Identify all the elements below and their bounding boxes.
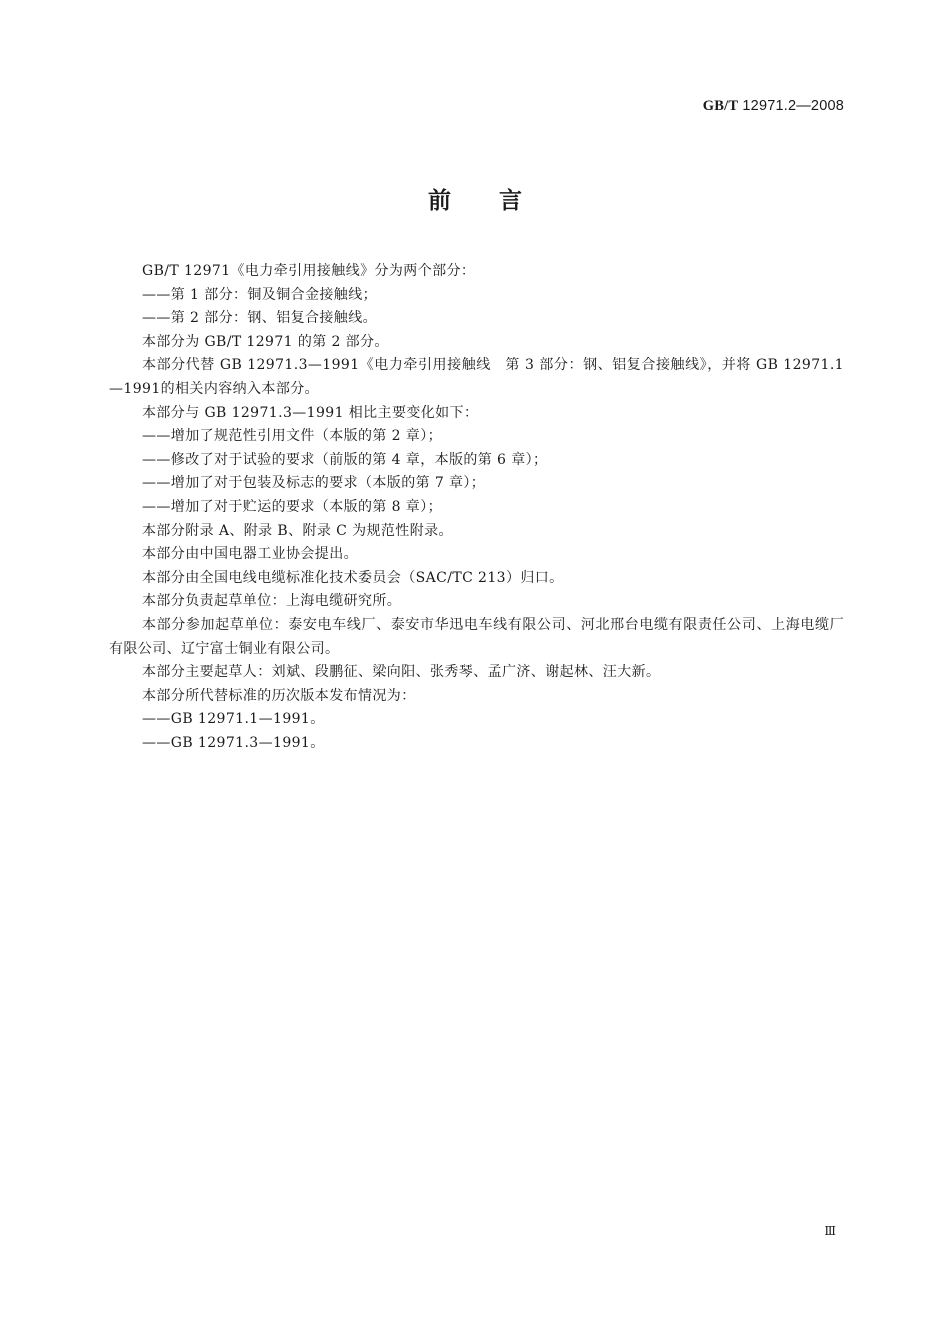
paragraph: 本部分负责起草单位：上海电缆研究所。 — [142, 593, 402, 610]
paragraph: ——修改了对于试验的要求（前版的第 4 章，本版的第 6 章）； — [142, 451, 548, 468]
paragraph: 本部分由中国电器工业协会提出。 — [142, 546, 358, 563]
standard-code-number: 12971.2—2008 — [742, 98, 844, 114]
paragraph: 本部分代替 GB 12971.3—1991《电力牵引用接触线 第 3 部分：钢、铝复合接触线》，并将 GB 12971.1—1991的相关内容纳入本部分。 — [109, 357, 844, 397]
paragraph: ——GB 12971.1—1991。 — [142, 711, 325, 728]
standard-code-prefix: GB/T — [702, 98, 739, 114]
paragraph: 本部分所代替标准的历次版本发布情况为： — [142, 687, 416, 704]
paragraph: 本部分与 GB 12971.3—1991 相比主要变化如下： — [142, 404, 479, 421]
paragraph: GB/T 12971《电力牵引用接触线》分为两个部分： — [142, 263, 476, 279]
foreword-body — [109, 260, 844, 755]
page-number: Ⅲ — [824, 1224, 836, 1238]
paragraph: 本部分为 GB/T 12971 的第 2 部分。 — [142, 333, 389, 350]
paragraph: ——增加了规范性引用文件（本版的第 2 章）； — [142, 428, 443, 445]
standard-code — [703, 98, 844, 115]
paragraph: ——第 1 部分：铜及铜合金接触线； — [142, 286, 378, 303]
paragraph: 本部分由全国电线电缆标准化技术委员会（SAC/TC 213）归口。 — [142, 569, 564, 586]
paragraph: ——GB 12971.3—1991。 — [142, 734, 325, 751]
paragraph: 本部分参加起草单位：泰安电车线厂、泰安市华迅电车线有限公司、河北邢台电缆有限责任公司、上海电缆厂有限公司、辽宁富士铜业有限公司。 — [109, 616, 844, 657]
paragraph: 本部分附录 A、附录 B、附录 C 为规范性附录。 — [142, 522, 453, 539]
paragraph: ——增加了对于包装及标志的要求（本版的第 7 章）； — [142, 475, 486, 492]
paragraph: ——第 2 部分：钢、铝复合接触线。 — [142, 310, 378, 327]
paragraph: ——增加了对于贮运的要求（本版的第 8 章）； — [142, 498, 443, 515]
section-title: 前言 — [428, 188, 570, 214]
paragraph: 本部分主要起草人：刘斌、段鹏征、梁向阳、张秀琴、孟广济、谢起林、汪大新。 — [142, 664, 661, 681]
